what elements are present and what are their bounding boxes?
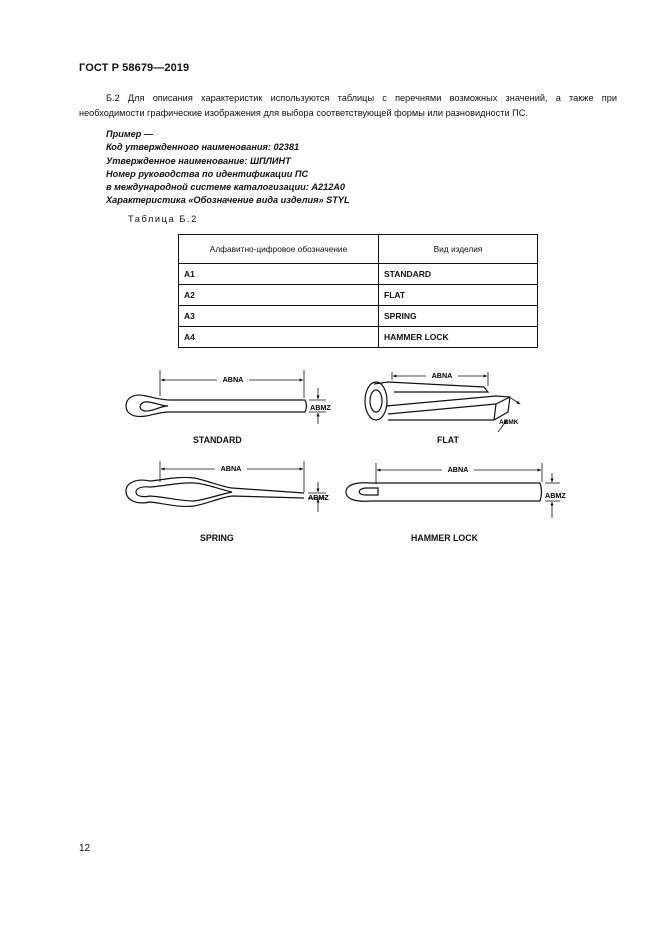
product-type-table: [178, 234, 538, 348]
document-header: ГОСТ Р 58679—2019: [79, 62, 190, 74]
code-cell: A3: [179, 306, 379, 327]
page-number: 12: [79, 843, 91, 854]
dimension-label-width: ABMZ: [310, 403, 331, 412]
example-title: Пример —: [106, 129, 154, 139]
table-row: [179, 327, 538, 348]
dimension-label-length: ABNA: [222, 375, 244, 384]
code-cell: A4: [179, 327, 379, 348]
example-line: в международной системе каталогизации: A212A0: [106, 182, 346, 193]
example-line: Утвержденное наименование: ШПЛИНТ: [106, 155, 291, 166]
dimension-label-width: ABMZ: [545, 491, 566, 500]
dimension-label-length: ABNA: [431, 371, 453, 380]
table-row: [179, 285, 538, 306]
dimension-label-thickness: ABMK: [499, 419, 519, 426]
example-block: [106, 128, 350, 208]
figure-label-hammer-lock: HAMMER LOCK: [411, 533, 478, 543]
dimension-label-length: ABNA: [447, 465, 469, 474]
section-paragraph: Б.2 Для описания характеристик используются таблицы с перечнями возможных значений, а также при необходимости графические изображения для выбора соответствующей формы или разновидности ПС.: [79, 93, 617, 118]
flat-pin-drawing: [365, 372, 520, 432]
table-header-row: [179, 235, 538, 264]
type-cell: STANDARD: [379, 264, 538, 285]
example-line: Характеристика «Обозначение вида изделия» STYL: [106, 195, 350, 206]
type-cell: HAMMER LOCK: [379, 327, 538, 348]
dimension-label-length: ABNA: [220, 464, 242, 473]
type-cell: FLAT: [379, 285, 538, 306]
figure-label-standard: STANDARD: [193, 435, 242, 445]
example-line: Код утвержденного наименования: 02381: [106, 142, 300, 153]
table-row: [179, 264, 538, 285]
column-header-code: Алфавитно-цифровое обозначение: [179, 235, 379, 264]
column-header-type: Вид изделия: [379, 235, 538, 264]
table-caption: Таблица Б.2: [128, 214, 198, 224]
code-cell: A1: [179, 264, 379, 285]
cotter-pin-figures: [0, 355, 661, 555]
example-line: Номер руководства по идентификации ПС: [106, 168, 309, 179]
type-cell: SPRING: [379, 306, 538, 327]
dimension-label-width: ABMZ: [308, 493, 329, 502]
code-cell: A2: [179, 285, 379, 306]
table-row: [179, 306, 538, 327]
figure-label-spring: SPRING: [200, 533, 234, 543]
figure-label-flat: FLAT: [437, 435, 459, 445]
